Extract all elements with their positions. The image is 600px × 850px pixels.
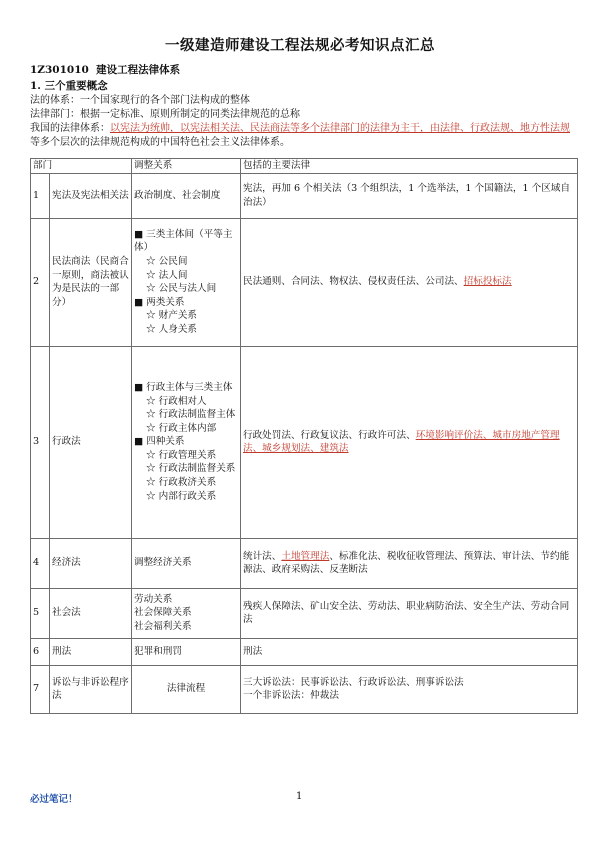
table-row: [31, 638, 578, 665]
subsection-heading: 1. 三个重要概念: [30, 80, 108, 92]
row-number: 7: [31, 665, 50, 713]
concept-legal-system: 法的体系：一个国家现行的各个部门法构成的整体: [30, 95, 250, 106]
row-relations: [132, 638, 241, 665]
header-department: 部门: [31, 159, 132, 174]
row-relations: [132, 538, 241, 588]
relation-item: ☆ 公民与法人间: [146, 283, 217, 295]
document-title: 一级建造师建设工程法规必考知识点汇总: [165, 37, 435, 54]
concept-highlight: 以宪法为统帅，以宪法相关法、民法商法等多个法律部门的法律为主干，由法律、行政法规、地方性法规: [110, 123, 570, 134]
laws-line: 三大诉讼法：民事诉讼法、行政诉讼法、刑事诉讼法: [243, 676, 464, 688]
row-relations: [132, 346, 241, 538]
laws-highlight: 环境影响评价法、城市房地产管理法、城乡规划法、建筑法: [243, 429, 560, 455]
relation-item: 劳动关系: [134, 593, 173, 605]
relation-item: 法律流程: [166, 683, 206, 695]
table-header-row: [31, 159, 578, 174]
row-number: 5: [31, 588, 50, 638]
row-department: 行政法: [50, 346, 132, 538]
laws-text: 统计法、: [243, 550, 282, 562]
table-row: [31, 346, 578, 538]
row-department: 社会法: [50, 588, 132, 638]
row-department: 宪法及宪法相关法: [50, 173, 132, 218]
laws-highlight: 土地管理法: [281, 550, 330, 562]
concept-suffix: 等多个层次的法律规范构成的中国特色社会主义法律体系。: [30, 136, 290, 148]
relation-item: ☆ 法人间: [146, 269, 188, 281]
row-laws: [241, 346, 578, 538]
relation-item: ■ 四种关系: [134, 436, 185, 448]
relation-item: 犯罪和刑罚: [134, 645, 182, 657]
relation-item: ☆ 公民间: [146, 255, 188, 267]
legal-system-table: [30, 158, 578, 714]
relation-item: ☆ 人身关系: [146, 323, 198, 335]
relation-item: 调整经济关系: [134, 557, 192, 569]
row-number: 1: [31, 173, 50, 218]
table-row: [31, 665, 578, 713]
laws-highlight: 招标投标法: [463, 276, 512, 288]
page-number: 1: [296, 791, 303, 802]
row-laws: [241, 665, 578, 713]
relation-item: ☆ 行政救济关系: [146, 477, 217, 489]
row-relations: [132, 588, 241, 638]
row-laws: [241, 538, 578, 588]
table-row: [31, 173, 578, 218]
row-department: 民法商法（民商合一原则，商法被认为是民法的一部分）: [50, 218, 132, 346]
row-relations: [132, 173, 241, 218]
laws-text: 民法通则、合同法、物权法、侵权责任法、公司法、: [243, 276, 464, 288]
section-title: 建设工程法律体系: [96, 64, 181, 76]
row-department: 经济法: [50, 538, 132, 588]
relation-item: ☆ 内部行政关系: [146, 490, 217, 502]
concept-legal-department: 法律部门：根据一定标准、原则所制定的同类法律规范的总称: [30, 109, 300, 120]
relation-item: ☆ 行政法制监督主体: [146, 409, 236, 421]
footer-note: 必过笔记！: [30, 794, 78, 805]
relation-item: 社会福利关系: [134, 620, 192, 632]
row-laws: 宪法，再加 6 个相关法（3 个组织法，1 个选举法，1 个国籍法，1 个区域自治法）: [241, 173, 578, 218]
relation-item: ■ 三类主体间（平等主体）: [134, 228, 233, 254]
row-number: 4: [31, 538, 50, 588]
row-department: 诉讼与非诉讼程序法: [50, 665, 132, 713]
relation-item: 社会保障关系: [134, 607, 192, 619]
row-laws: 残疾人保障法、矿山安全法、劳动法、职业病防治法、安全生产法、劳动合同法: [241, 588, 578, 638]
table-row: [31, 588, 578, 638]
concept-china-legal-system: [30, 122, 578, 149]
relation-item: ☆ 行政法制监督关系: [146, 463, 236, 475]
section-heading: [30, 62, 180, 77]
section-code: 1Z301010: [30, 64, 89, 76]
relation-item: ☆ 行政主体内部: [146, 422, 217, 434]
relation-item: 政治制度、社会制度: [134, 189, 221, 201]
row-number: 6: [31, 638, 50, 665]
laws-text: 、标准化法、税收征收管理法、预算法、审计法、节约能源法、政府采购法、反垄断法: [243, 550, 570, 576]
row-department: 刑法: [50, 638, 132, 665]
table-row: [31, 218, 578, 346]
row-laws: 刑法: [241, 638, 578, 665]
concept-prefix: 我国的法律体系：: [30, 123, 110, 134]
row-number: 3: [31, 346, 50, 538]
relation-item: ☆ 行政管理关系: [146, 449, 217, 461]
table-row: [31, 538, 578, 588]
laws-text: 行政处罚法、行政复议法、行政许可法、: [243, 429, 416, 441]
header-relations: 调整关系: [132, 159, 241, 174]
row-number: 2: [31, 218, 50, 346]
row-relations: [132, 218, 241, 346]
header-laws: 包括的主要法律: [241, 159, 578, 174]
relation-item: ☆ 财产关系: [146, 310, 198, 322]
laws-line: 一个非诉讼法：仲裁法: [243, 690, 339, 702]
row-laws: [241, 218, 578, 346]
relation-item: ■ 行政主体与三类主体: [134, 381, 233, 393]
relation-item: ■ 两类关系: [134, 296, 185, 308]
row-relations: [132, 665, 241, 713]
relation-item: ☆ 行政相对人: [146, 395, 207, 407]
